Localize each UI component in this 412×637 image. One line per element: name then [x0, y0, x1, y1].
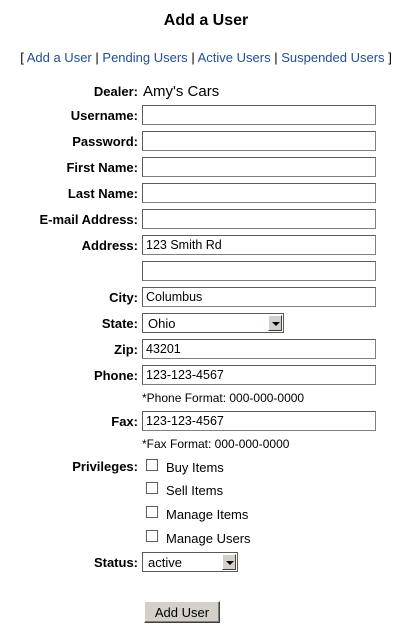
privilege-manage-items-checkbox[interactable] — [146, 506, 158, 518]
username-input[interactable] — [142, 105, 376, 125]
privilege-sell-items-checkbox[interactable] — [146, 482, 158, 494]
city-label: City: — [109, 290, 138, 305]
privilege-manage-users-checkbox[interactable] — [146, 530, 158, 542]
dealer-value: Amy's Cars — [143, 83, 220, 100]
fax-input[interactable]: 123-123-4567 — [142, 411, 376, 431]
first-name-input[interactable] — [142, 157, 376, 177]
privilege-buy-items-checkbox[interactable] — [146, 459, 158, 471]
state-select-value: Ohio — [148, 316, 176, 331]
email-label: E-mail Address: — [39, 212, 138, 227]
phone-label: Phone: — [93, 368, 138, 383]
password-input[interactable] — [142, 131, 376, 151]
status-select[interactable] — [142, 552, 238, 572]
address-line1-input[interactable]: 123 Smith Rd — [142, 235, 376, 255]
nav-separator: | — [274, 50, 278, 65]
nav-link-suspended-users[interactable]: Suspended Users — [281, 50, 385, 65]
nav-open-bracket: [ — [20, 50, 24, 65]
state-select[interactable] — [142, 313, 284, 333]
phone-format-note: *Phone Format: 000-000-0000 — [142, 391, 305, 405]
privilege-manage-items-label: Manage Items — [166, 507, 249, 522]
nav-separator: | — [191, 50, 195, 65]
chevron-down-icon[interactable] — [222, 554, 236, 570]
email-input[interactable] — [142, 209, 376, 229]
nav-link-add-user[interactable]: Add a User — [26, 50, 92, 65]
privilege-manage-users-label: Manage Users — [166, 531, 251, 546]
address-label: Address: — [81, 238, 138, 253]
nav-link-pending-users[interactable]: Pending Users — [102, 50, 188, 65]
nav-separator: | — [95, 50, 99, 65]
dealer-label: Dealer: — [93, 84, 138, 99]
last-name-input[interactable] — [142, 183, 376, 203]
page-title: Add a User — [163, 12, 249, 29]
user-nav — [0, 50, 412, 65]
zip-label: Zip: — [114, 342, 138, 357]
last-name-label: Last Name: — [67, 186, 138, 201]
add-user-button[interactable]: Add User — [144, 601, 220, 623]
city-input[interactable]: Columbus — [142, 287, 376, 307]
password-label: Password: — [72, 134, 138, 149]
privilege-sell-items-label: Sell Items — [166, 483, 224, 498]
username-label: Username: — [70, 108, 138, 123]
privilege-buy-items-label: Buy Items — [166, 460, 224, 475]
fax-format-note: *Fax Format: 000-000-0000 — [142, 437, 290, 451]
chevron-down-icon[interactable] — [268, 315, 282, 331]
nav-link-active-users[interactable]: Active Users — [197, 50, 271, 65]
nav-close-bracket: ] — [388, 50, 392, 65]
zip-input[interactable]: 43201 — [142, 339, 376, 359]
phone-input[interactable]: 123-123-4567 — [142, 365, 376, 385]
first-name-label: First Name: — [66, 160, 138, 175]
privileges-label: Privileges: — [72, 459, 138, 474]
status-label: Status: — [93, 555, 138, 570]
status-select-value: active — [148, 555, 182, 570]
state-label: State: — [101, 316, 138, 331]
address-line2-input[interactable] — [142, 261, 376, 281]
fax-label: Fax: — [111, 414, 138, 429]
